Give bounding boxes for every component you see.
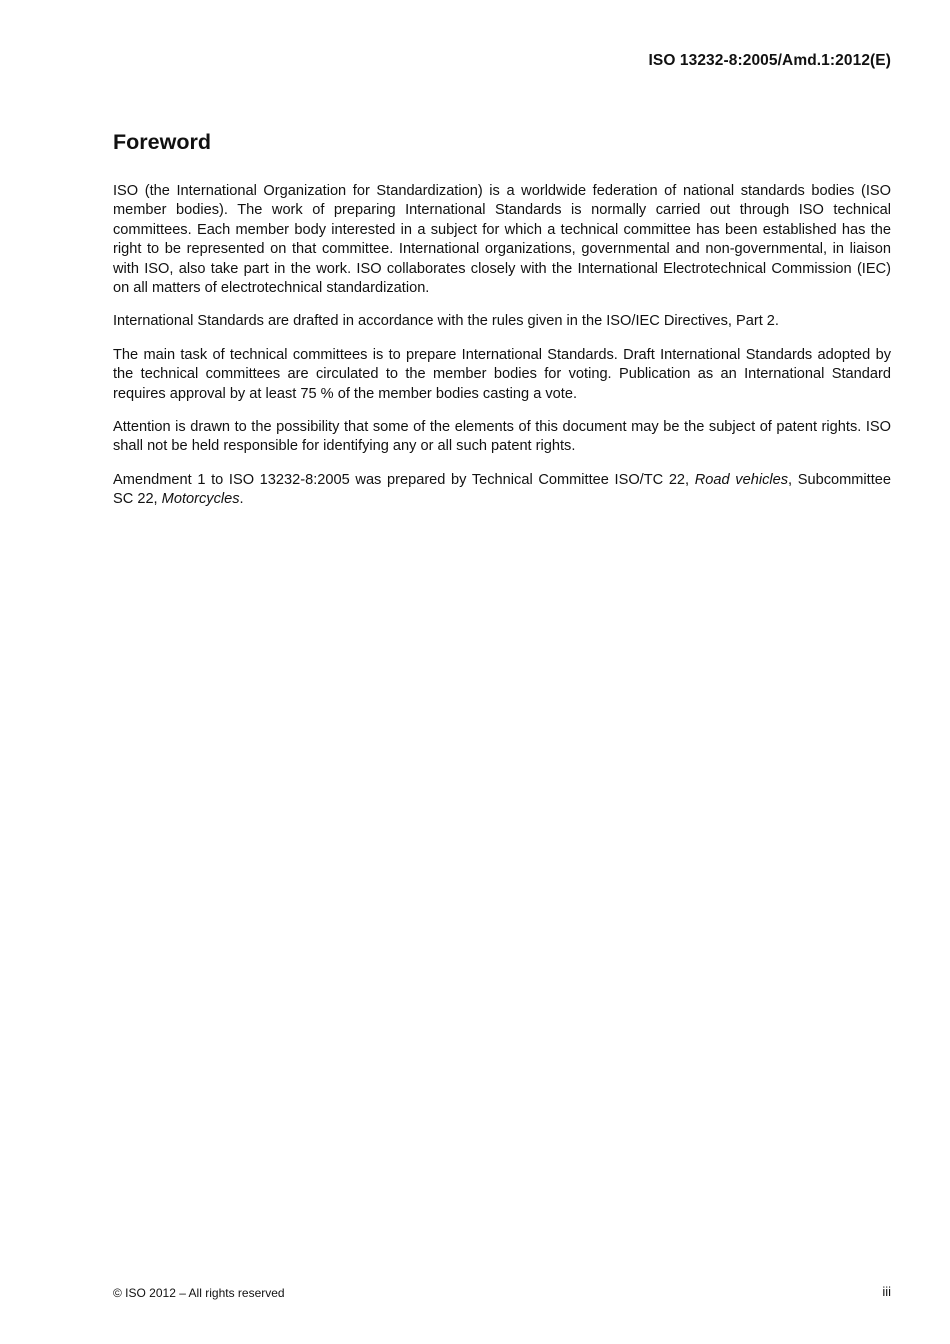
paragraph-amendment	[113, 471, 891, 510]
committee-name: Road vehicles	[694, 471, 789, 488]
amendment-sub-intro: , Subcommittee SC 22,	[113, 471, 892, 508]
page-title: Foreword	[113, 130, 211, 154]
paragraph-directives: International Standards are drafted in accordance with the rules given in the ISO/IEC Directives, Part 2.	[113, 313, 779, 330]
amendment-end: .	[239, 491, 244, 508]
foreword-body	[113, 182, 891, 524]
paragraph-committee-task: The main task of technical committees is to prepare International Standards. Draft International Standards adopted by the technical committees are circulated to the member bodies for voting. Publication as an International Standard requires approval by at least 75 % of the member bodies casting a vote.	[113, 346, 891, 402]
paragraph-iso-intro: ISO (the International Organization for Standardization) is a worldwide federation of national standards bodies (ISO member bodies). The work of preparing International Standards is normally carried out through ISO technical committees. Each member body interested in a subject for which a technical committee has been established has the right to be represented on that committee. International organizations, governmental and non-governmental, in liaison with ISO, also take part in the work. ISO collaborates closely with the International Electrotechnical Commission (IEC) on all matters of electrotechnical standardization.	[113, 183, 891, 297]
paragraph-patent-rights: Attention is drawn to the possibility that some of the elements of this document may be the subject of patent rights. ISO shall not be held responsible for identifying any or all such patent rights.	[113, 419, 891, 455]
page-number: iii	[882, 1284, 891, 1299]
amendment-intro: Amendment 1 to ISO 13232-8:2005 was prepared by Technical Committee ISO/TC 22,	[113, 471, 695, 488]
document-id: ISO 13232-8:2005/Amd.1:2012(E)	[648, 52, 891, 69]
footer-copyright: © ISO 2012 – All rights reserved	[113, 1286, 285, 1300]
subcommittee-name: Motorcycles	[161, 491, 240, 508]
